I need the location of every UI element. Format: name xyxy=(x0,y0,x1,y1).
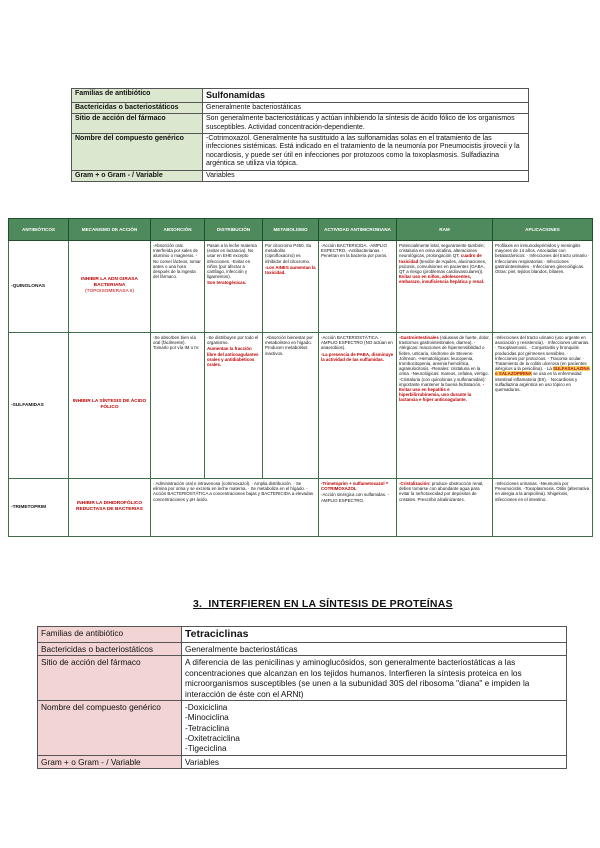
family-title: Sulfonamidas xyxy=(203,89,529,103)
applications-cell: Profilaxis en inmunodeprimidos y meningitis mayores de 14 años. Asociadas con betalactámicos: · Infecciones del tracto urinario · Infecciones respiratorias · Infecciones gastrointestinales · Infecciones ginecológicas. Otras: piel, tejidos blandos, biliares. xyxy=(493,241,593,333)
generic-name: -Doxiciclina xyxy=(185,701,228,712)
antibiotics-comparison-table xyxy=(8,218,593,537)
distribution-warning: Aumentan la fracción libre del anticoagulantes orales y antidiabéticos orales. xyxy=(207,346,259,367)
section-number: 3. xyxy=(193,598,203,610)
activity-cell xyxy=(319,479,397,537)
mechanism-cell xyxy=(69,479,151,537)
table-row xyxy=(38,643,567,656)
row-value: Son generalmente bacteriostáticas y actúan inhibiendo la síntesis de ácido fólico de los organismos susceptibles. Actividad concentración-dependiente. xyxy=(203,114,529,134)
row-label: Gram + o Gram - / Variable xyxy=(72,170,203,181)
activity-cell: -Acción BACTERICIDA. -AMPLIO ESPECTRO. -Antibacterianas. -Penetran en la bacteria por poros. xyxy=(319,241,397,333)
ram-warning: cuadro de toxicidad xyxy=(399,253,482,264)
sulfonamidas-table xyxy=(71,88,529,182)
absorption-cell: -Se absorben bien vía oral (fácilmente). Tomarlo por vía IM o IV. xyxy=(151,333,205,479)
distribution-warning: Son teratogénicas. xyxy=(207,280,247,286)
column-header: DISTRIBUCIÓN xyxy=(205,219,263,241)
antibiotic-name: -SULFAMIDAS xyxy=(9,333,69,479)
mechanism-text: INHIBIR LA ADN GIRASA BACTERIANA xyxy=(81,277,138,288)
row-label: Sitio de acción del fármaco xyxy=(38,656,182,700)
mechanism-text: INHIBIR LA SÍNTESIS DE ÁCIDO FÓLICO xyxy=(72,399,147,410)
distribution-text: -Se distribuyen por todo el organismo. xyxy=(207,335,259,346)
row-value: -Cotrimoxazol. Generalmente ha sustituido a las sulfonamidas solas en el tratamiento de las infecciones sistémicas. Está indicado en el tratamiento de la neumonía por Pneumocistis jirovecii y la nocardiosis, y puede ser útil en infecciones por protozoos como la toxoplasmosis. Sulfadiazina argéntica se utiliza vía tópica. xyxy=(203,133,529,170)
column-header: METABOLISMO xyxy=(263,219,319,241)
column-header: RAM xyxy=(397,219,493,241)
family-title: Tetraciclinas xyxy=(182,627,567,643)
activity-warning: -La presencia de PABA, disminuye la actividad de las sulfamidas. xyxy=(321,351,394,362)
table-row xyxy=(38,755,567,768)
table-row xyxy=(72,170,529,181)
row-label: Nombre del compuesto genérico xyxy=(72,133,203,170)
metabolism-cell: -Absorción bienestar por metabolismo en hígado. Producen metabolitos inactivos. xyxy=(263,333,319,479)
distribution-text: Pasan a la leche materna (evitar en lactancia). No usar en EHE excepto infecciones. -Evitar en niños (por afectar a cartílago, infección y ligamentos). xyxy=(207,243,257,280)
row-label: Familias de antibiótico xyxy=(38,627,182,643)
activity-cell xyxy=(319,333,397,479)
row-label: Nombre del compuesto genérico xyxy=(38,700,182,755)
applications-cell xyxy=(493,333,593,479)
column-header: APLICACIONES xyxy=(493,219,593,241)
ram-text: (náuseas de fuerte, dolor, trastornos gastrointestinales, diarrea). -Alérgicas: reacciones de hipersensibilidad o fiebre, urticaria, síndrome de Stevens-Johnson. -Hematológicas: leucopenia, trombocitopenia, anemia hemolítica, agranulocitosis. -Renales: cristaluria en la orina. -Neurológicas: mareos, cefalea, vértigo. -Cristaluria (con quinolonas y sulfonamidas): importante mantener la buena hidratación. xyxy=(399,335,490,387)
activity-text: -Acción sinérgica con sulfamidas. -AMPLIO ESPECTRO. xyxy=(321,492,389,503)
mechanism-text: INHIBIR LA DIHIDROFÓLICO REDUCTASA DE BACTERIAS xyxy=(76,501,143,512)
antibiotic-name: -QUINOLONAS xyxy=(9,241,69,333)
mechanism-note: (TOPOISOMERASA II) xyxy=(85,289,134,295)
ram-text: Potencialmente letal, seguramente también; cristaluria en orina alcalina, alteraciones neurológicas, prolongación QT, xyxy=(399,243,485,259)
row-value: Generalmente bacteriostáticas xyxy=(203,102,529,113)
applications-cell: -Infecciones urinarias. -Neumonía por Pneumocistis. -Toxoplasmosis. Otitis (alternativa en alergia a la ampicilina). Shigelosis, infecciones en el intestino. xyxy=(493,479,593,537)
metabolism-cell xyxy=(263,241,319,333)
column-header: ACTIVIDAD ANTIMICROBIANA xyxy=(319,219,397,241)
row-value xyxy=(182,700,567,755)
ram-warning: Evitar uso en niños, adolescentes, embarazo, insuficiencia hepática y renal. xyxy=(399,274,485,285)
tetraciclinas-table xyxy=(37,626,567,769)
metabolism-warning: -Los AINES aumentan la toxicidad. xyxy=(265,264,316,275)
section-heading xyxy=(193,598,453,610)
column-header: ABSORCIÓN xyxy=(151,219,205,241)
metabolism-text: Por citocromo P450. Su metabolito (ciprofloxacino) es inhibidor del citocromo. xyxy=(265,243,312,264)
ram-warning: -Gastrointestinales xyxy=(399,335,439,340)
row-value: Variables xyxy=(182,755,567,768)
ram-warning: -Evitar uso en hepatitis e hiperbilirrubinemia, uso durante la lactancia e hiper anticoagulante. xyxy=(399,381,485,403)
absorption-cell: -Absorción oral. Interferida por sales de aluminio o magnesio. -No comer lácteos, tomar antes o una hora después de la ingesta del fármaco. xyxy=(151,241,205,333)
adverse-reactions-cell xyxy=(397,241,493,333)
row-label: Sitio de acción del fármaco xyxy=(72,114,203,134)
table-row xyxy=(72,114,529,134)
row-label: Bactericidas o bacteriostáticos xyxy=(72,102,203,113)
mechanism-cell xyxy=(69,333,151,479)
antibiotic-name: -TRIMETOPRIM xyxy=(9,479,69,537)
table-row xyxy=(38,627,567,643)
ram-text: produce obstrucción renal, deben tomarse con abundante agua para evitar la nefrotoxicidad por depósitos de cristales. Prescribir alcalinizantes. xyxy=(399,481,484,502)
row-value: A diferencia de las penicilinas y aminoglucósidos, son generalmente bacteriostáticas a las concentraciones que alcanzan en los tejidos humanos. Interfieren la síntesis proteica en los microorganismos susceptibles (se unen a la subunidad 30S del ribosoma "diana" e impiden la interacción de éste con el ARNt) xyxy=(182,656,567,700)
row-label: Gram + o Gram - / Variable xyxy=(38,755,182,768)
activity-warning: -Trimetoprim + sulfametoxazol = COTRIMOXAZOL xyxy=(321,481,389,492)
table-row xyxy=(9,333,593,479)
adverse-reactions-cell xyxy=(397,479,493,537)
column-header: MECANISMO DE ACCIÓN xyxy=(69,219,151,241)
section-title: INTERFIEREN EN LA SÍNTESIS DE PROTEÍNAS xyxy=(208,598,453,610)
applications-text: -Infecciones del tracto urinario (uso urgente en asociación y resistencia). · Infecciones urinarias. · Toxoplasmosis. · Conjuntivitis y bronquitis producidas por gérmenes sensibles. · Infecciones por protozoos. · Tracoma ocular. · Tratamiento de la colitis ulcerosa (en pacientes alérgicos a la penicilina). · La xyxy=(495,335,590,372)
generic-name: -Tigeciclina xyxy=(185,743,227,754)
ram-text: (tendón de Aquiles, alucinaciones, psicosis, convulsiones en pacientes (GABA, QT a riesgo (problemas cardiovasculares)). xyxy=(399,258,487,274)
adverse-reactions-cell xyxy=(397,333,493,479)
activity-text: -Acción BACTERIOSTÁTICA. -AMPLIO ESPECTRO (NO actúan en anaerobios). xyxy=(321,335,393,351)
table-row xyxy=(9,479,593,537)
table-row xyxy=(72,102,529,113)
header-row xyxy=(9,219,593,241)
applications-text: se usa en la enfermedad intestinal inflamatoria (EII). · Nocardiosis y sulfadiazina argéntica en uso tópico en quemaduras. xyxy=(495,371,582,392)
generic-name: -Tetraciclina xyxy=(185,722,230,733)
row-label: Familias de antibiótico xyxy=(72,89,203,103)
table-row xyxy=(9,241,593,333)
distribution-cell xyxy=(205,333,263,479)
table-row xyxy=(72,89,529,103)
row-value: Variables xyxy=(203,170,529,181)
ram-warning: -Cristalización: xyxy=(399,481,431,486)
mechanism-cell xyxy=(69,241,151,333)
table-row xyxy=(38,700,567,755)
distribution-cell xyxy=(205,241,263,333)
column-header: ANTIBIÓTICOS xyxy=(9,219,69,241)
table-row xyxy=(38,656,567,700)
row-label: Bactericidas o bacteriostáticos xyxy=(38,643,182,656)
table-row xyxy=(72,133,529,170)
generic-name: -Oxitetraciclina xyxy=(185,733,240,743)
row-value: Generalmente bacteriostáticas xyxy=(182,643,567,656)
highlighted-drug: SULFASALAZINA o SALAZOPIRINA xyxy=(495,366,590,377)
pharmacokinetics-cell: · Administración oral e intravenosa (cotrimoxazol). · Amplia distribución. · Se elimina por orina y se excreta en leche materna. · Se metaboliza en el hígado. -Acción BACTERIOSTÁTICA a concentraciones bajas y BACTERICIDA a elevadas concentraciones y pH ácido. xyxy=(151,479,319,537)
generic-name: -Minociclina xyxy=(185,712,229,723)
